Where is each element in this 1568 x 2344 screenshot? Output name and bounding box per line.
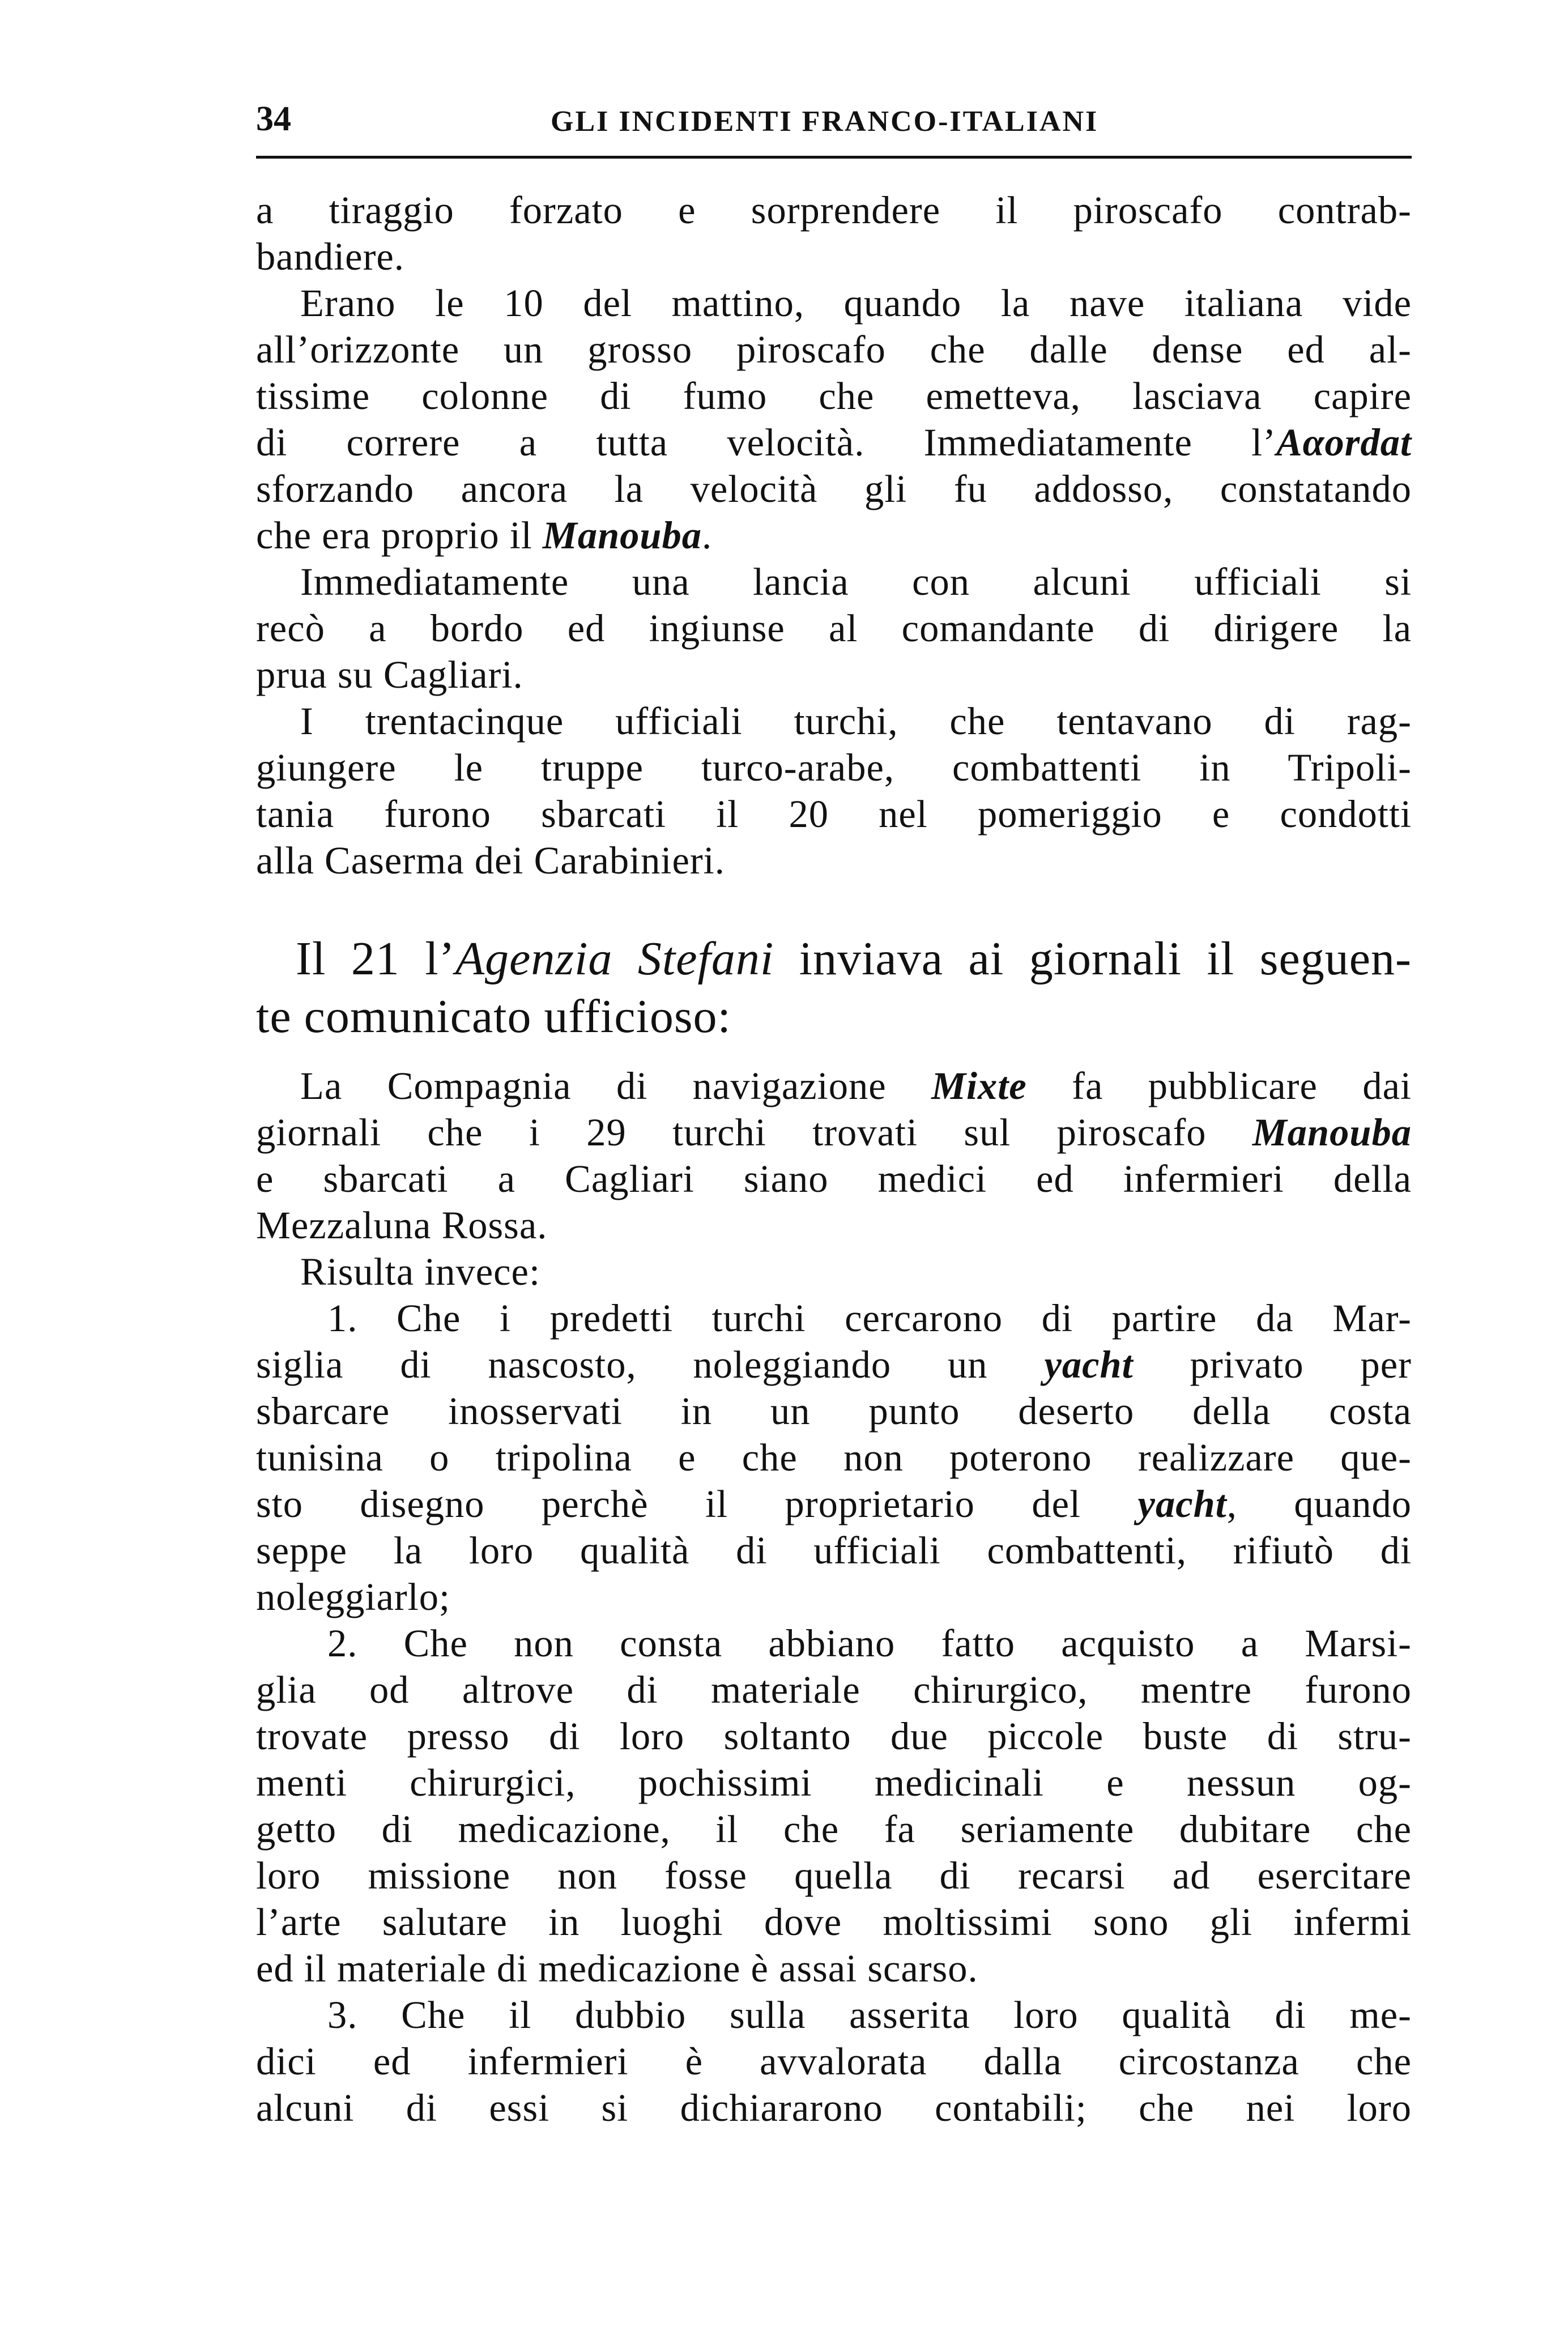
text-run: siglia di nascosto, noleggiando un xyxy=(256,1343,1045,1386)
body-line: recò a bordo ed ingiunse al comandante di dirigere la xyxy=(256,607,1412,650)
text-run: Il 21 l’ xyxy=(296,932,455,985)
body-line: a tiraggio forzato e sorprendere il piroscafo contrab- xyxy=(256,189,1412,232)
body-line: Immediatamente una lancia con alcuni ufficiali si xyxy=(300,560,1412,603)
text-run: sto disegno perchè il proprietario del xyxy=(256,1482,1138,1525)
body-line: giungere le truppe turco-arabe, combattenti in Tripoli- xyxy=(256,746,1412,789)
body-line xyxy=(256,512,1412,559)
spacer xyxy=(256,1046,1412,1063)
list-item-line: seppe la loro qualità di ufficiali combattenti, rifiutò di xyxy=(256,1529,1412,1572)
body-line: prua su Cagliari. xyxy=(256,653,523,696)
list-item-line: trovate presso di loro soltanto due piccole buste di stru- xyxy=(256,1715,1412,1758)
list-item-line: dici ed infermieri è avvalorata dalla circostanza che xyxy=(256,2040,1412,2083)
body-line: I trentacinque ufficiali turchi, che tentavano di rag- xyxy=(300,700,1412,743)
yacht-word: yacht xyxy=(1044,1343,1134,1386)
intro-line xyxy=(256,930,1412,988)
body-line: alla Caserma dei Carabinieri. xyxy=(256,839,725,882)
body-line: all’orizzonte un grosso piroscafo che dalle dense ed al- xyxy=(256,328,1412,371)
list-item-line: 1. Che i predetti turchi cercarono di partire da Mar- xyxy=(327,1297,1412,1340)
body-line: Erano le 10 del mattino, quando la nave italiana vide xyxy=(300,282,1412,325)
list-item-line: tunisina o tripolina e che non poterono realizzare que- xyxy=(256,1436,1412,1479)
text-run: La Compagnia di navigazione xyxy=(300,1064,932,1107)
list-item-line: ed il materiale di medicazione è assai scarso. xyxy=(256,1947,978,1990)
body-line: Mezzaluna Rossa. xyxy=(256,1204,548,1247)
intro-line: te comunicato ufficioso: xyxy=(256,990,731,1043)
text-run: . xyxy=(702,514,713,557)
ship-name: Aαordat xyxy=(1276,421,1412,464)
text-run: privato per xyxy=(1133,1343,1412,1386)
body-line: tania furono sbarcati il 20 nel pomeriggio e condotti xyxy=(256,792,1412,836)
company-name: Mixte xyxy=(931,1064,1027,1107)
body-line xyxy=(256,1109,1412,1156)
body-line xyxy=(256,1063,1412,1109)
text-run: fa pubblicare dai xyxy=(1026,1064,1412,1107)
ship-name: Manouba xyxy=(542,514,702,557)
spacer xyxy=(256,884,1412,930)
list-item-line xyxy=(256,1481,1412,1527)
body-line: Risulta invece: xyxy=(300,1250,540,1293)
agency-name: Agenzia Stefani xyxy=(455,932,774,985)
list-item-line: getto di medicazione, il che fa seriamente dubitare che xyxy=(256,1808,1412,1851)
list-item-line: noleggiarlo; xyxy=(256,1575,450,1618)
list-item-line: alcuni di essi si dichiararono contabili; che nei loro xyxy=(256,2086,1412,2129)
ship-name: Manouba xyxy=(1252,1111,1412,1154)
text-run: , quando xyxy=(1226,1482,1412,1525)
list-item-line xyxy=(256,1341,1412,1388)
page-number: 34 xyxy=(256,100,291,138)
body-line: sforzando ancora la velocità gli fu addosso, constatando xyxy=(256,467,1412,510)
body-line: bandiere. xyxy=(256,235,404,278)
list-item-line: l’arte salutare in luoghi dove moltissimi sono gli infermi xyxy=(256,1900,1412,1944)
header-rule xyxy=(256,156,1412,159)
yacht-word: yacht xyxy=(1137,1482,1227,1525)
body-line xyxy=(256,419,1412,466)
body-line: tissime colonne di fumo che emetteva, lasciava capire xyxy=(256,374,1412,417)
list-item-line: menti chirurgici, pochissimi medicinali e nessun og- xyxy=(256,1761,1412,1804)
list-item-line: 2. Che non consta abbiano fatto acquisto a Marsi- xyxy=(327,1622,1412,1665)
list-item-line: sbarcare inosservati in un punto deserto della costa xyxy=(256,1390,1412,1433)
list-item-line: 3. Che il dubbio sulla asserita loro qualità di me- xyxy=(327,1993,1412,2036)
page-header xyxy=(256,93,1412,156)
page-body xyxy=(256,187,1412,2131)
list-item-line: loro missione non fosse quella di recarsi ad esercitare xyxy=(256,1854,1412,1897)
text-run: che era proprio il xyxy=(256,514,543,557)
running-title: GLI INCIDENTI FRANCO-ITALIANI xyxy=(551,105,1099,138)
list-item-line: glia od altrove di materiale chirurgico, mentre furono xyxy=(256,1668,1412,1711)
text-run: inviava ai giornali il seguen- xyxy=(774,932,1412,985)
text-run: di correre a tutta velocità. Immediatamente l’ xyxy=(256,421,1276,464)
body-line: e sbarcati a Cagliari siano medici ed infermieri della xyxy=(256,1157,1412,1200)
text-run: giornali che i 29 turchi trovati sul piroscafo xyxy=(256,1111,1252,1154)
